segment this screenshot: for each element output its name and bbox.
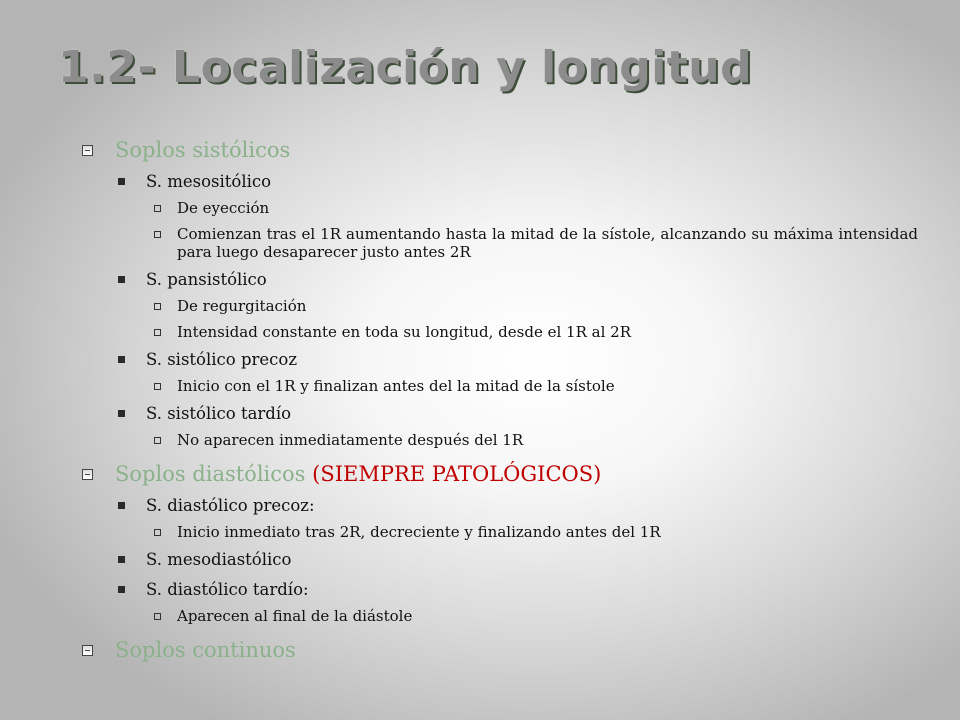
hollow-bullet-icon <box>154 613 161 620</box>
sub-bullet-item <box>154 199 918 217</box>
square-bullet-icon <box>118 586 125 593</box>
section-heading-text: Soplos diastólicos <box>115 462 306 486</box>
sub-bullet-text: Inicio inmediato tras 2R, decreciente y finalizando antes del 1R <box>177 523 661 541</box>
section-heading-diastolicos <box>82 461 918 487</box>
sub-bullet-item <box>154 607 918 625</box>
square-bullet-icon <box>118 410 125 417</box>
slide-title: 1.2- Localización y longitud <box>58 42 753 93</box>
bullet-item-diastolico-precoz <box>118 495 918 517</box>
hollow-bullet-icon <box>154 383 161 390</box>
sub-bullet-item <box>154 431 918 449</box>
bullet-item-sistolico-precoz <box>118 349 918 371</box>
sub-bullet-item <box>154 323 918 341</box>
hollow-bullet-icon <box>154 529 161 536</box>
bullet-item-label: S. mesositólico <box>146 172 272 191</box>
bullet-item-label: S. mesodiastólico <box>146 550 292 569</box>
section-heading-text: Soplos continuos <box>115 638 296 662</box>
section-heading-sistolicos <box>82 137 918 163</box>
sub-bullet-text: De regurgitación <box>177 297 307 315</box>
sub-bullet-text: Intensidad constante en toda su longitud, desde el 1R al 2R <box>177 323 631 341</box>
box-bullet-icon <box>82 645 93 656</box>
hollow-bullet-icon <box>154 303 161 310</box>
sub-bullet-item <box>154 297 918 315</box>
section-heading-continuos <box>82 637 918 663</box>
sub-bullet-item <box>154 377 918 395</box>
bullet-item-mesosistolico <box>118 171 918 193</box>
bullet-item-sistolico-tardio <box>118 403 918 425</box>
sub-bullet-text: Inicio con el 1R y finalizan antes del la mitad de la sístole <box>177 377 615 395</box>
bullet-item-label: S. diastólico precoz: <box>146 496 315 515</box>
slide-body <box>82 137 918 663</box>
sub-bullet-text: Aparecen al final de la diástole <box>177 607 413 625</box>
section-heading-text: Soplos sistólicos <box>115 138 291 162</box>
bullet-item-pansistolico <box>118 269 918 291</box>
hollow-bullet-icon <box>154 437 161 444</box>
hollow-bullet-icon <box>154 329 161 336</box>
bullet-item-label: S. sistólico precoz <box>146 350 298 369</box>
bullet-item-diastolico-tardio <box>118 579 918 601</box>
sub-bullet-text: Comienzan tras el 1R aumentando hasta la mitad de la sístole, alcanzando su máxima intensidad para luego desaparecer justo antes 2R <box>177 225 918 261</box>
square-bullet-icon <box>118 356 125 363</box>
box-bullet-icon <box>82 469 93 480</box>
bullet-item-label: S. pansistólico <box>146 270 267 289</box>
section-heading-emphasis: (SIEMPRE PATOLÓGICOS) <box>312 462 602 486</box>
square-bullet-icon <box>118 556 125 563</box>
sub-bullet-text: De eyección <box>177 199 270 217</box>
bullet-item-label: S. sistólico tardío <box>146 404 292 423</box>
square-bullet-icon <box>118 276 125 283</box>
bullet-item-label: S. diastólico tardío: <box>146 580 309 599</box>
hollow-bullet-icon <box>154 205 161 212</box>
bullet-item-mesodiastolico <box>118 549 918 571</box>
sub-bullet-item <box>154 523 918 541</box>
hollow-bullet-icon <box>154 231 161 238</box>
sub-bullet-text: No aparecen inmediatamente después del 1R <box>177 431 524 449</box>
sub-bullet-item <box>154 225 918 261</box>
square-bullet-icon <box>118 178 125 185</box>
square-bullet-icon <box>118 502 125 509</box>
box-bullet-icon <box>82 145 93 156</box>
